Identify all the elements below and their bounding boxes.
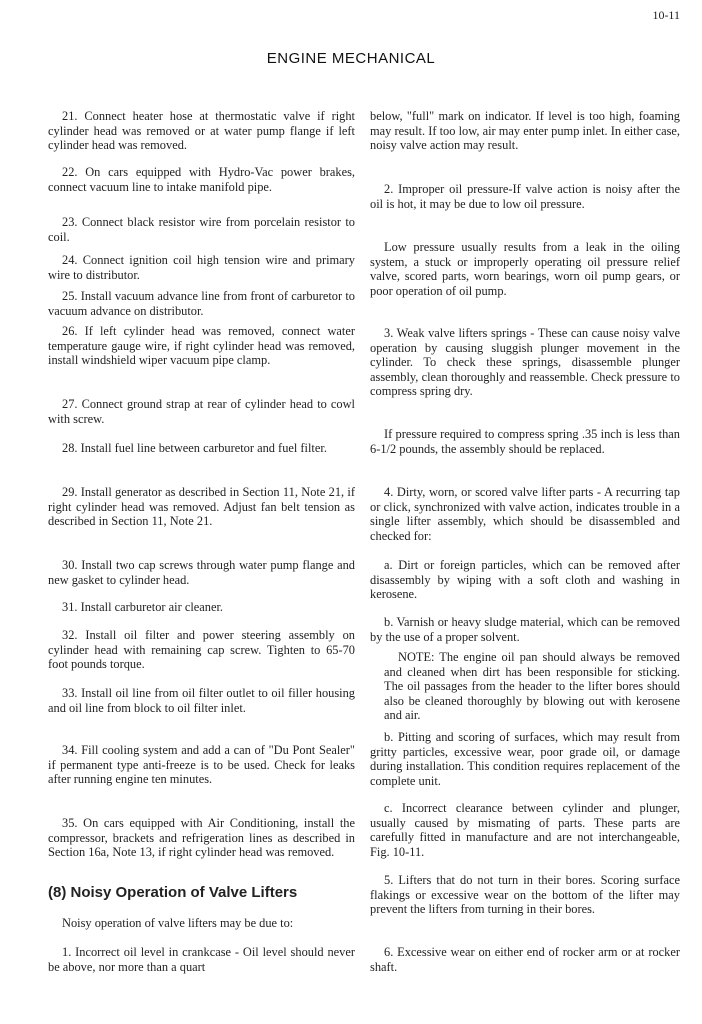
paragraph: b. Pitting and scoring of surfaces, which may result from gritty particles, excessive wear, poor grade oil, or damage during installation. This condition requires replacement of the complete unit. [370, 730, 680, 788]
paragraph: a. Dirt or foreign particles, which can be removed after disassembly by wiping with a soft cloth and washing in kerosene. [370, 558, 680, 602]
paragraph: 3. Weak valve lifters springs - These can cause noisy valve operation by causing sluggish plunger movement in the cylinder. To check these springs, disassemble plunger assembly, clean thoroughly and reassemble. Check pressure to compress spring dry. [370, 326, 680, 399]
paragraph: b. Varnish or heavy sludge material, which can be removed by the use of a proper solvent. [370, 615, 680, 644]
paragraph: 23. Connect black resistor wire from porcelain resistor to coil. [48, 215, 355, 244]
paragraph: 31. Install carburetor air cleaner. [62, 600, 223, 614]
paragraph: 34. Fill cooling system and add a can of "Du Pont Sealer" if permanent type anti-freeze is to be used. Check for leaks after running engine ten minutes. [48, 743, 355, 787]
paragraph: 33. Install oil line from oil filter outlet to oil filler housing and oil line from block to oil filter inlet. [48, 686, 355, 715]
paragraph: 5. Lifters that do not turn in their bores. Scoring surface flakings or excessive wear on the bottom of the lifter may prevent the lifters from turning in their bores. [370, 873, 680, 917]
paragraph: 28. Install fuel line between carburetor and fuel filter. [62, 441, 327, 455]
paragraph: 24. Connect ignition coil high tension wire and primary wire to distributor. [48, 253, 355, 282]
paragraph: 2. Improper oil pressure-If valve action is noisy after the oil is hot, it may be due to low oil pressure. [370, 182, 680, 211]
section-intro: Noisy operation of valve lifters may be due to: [62, 916, 294, 930]
paragraph: 26. If left cylinder head was removed, connect water temperature gauge wire, if right cylinder head was removed, install windshield wiper vacuum pipe clamp. [48, 324, 355, 368]
paragraph: 6. Excessive wear on either end of rocker arm or at rocker shaft. [370, 945, 680, 974]
paragraph: 27. Connect ground strap at rear of cylinder head to cowl with screw. [48, 397, 355, 426]
paragraph: below, "full" mark on indicator. If level is too high, foaming may result. If too low, air may enter pump inlet. In either case, noisy valve action may result. [370, 109, 680, 153]
page-number: 10-11 [652, 8, 680, 22]
paragraph: c. Incorrect clearance between cylinder and plunger, usually caused by mismating of parts. These parts are carefully fitted in manufacture and are not interchangeable, Fig. 10-11. [370, 801, 680, 859]
page-title: ENGINE MECHANICAL [266, 50, 436, 67]
note: NOTE: The engine oil pan should always be removed and cleaned when dirt has been responsible for sticking. The oil passages from the header to the lifter bores should also be cleaned thoroughly by blowing out with kerosene and air. [384, 650, 680, 723]
paragraph: 22. On cars equipped with Hydro-Vac power brakes, connect vacuum line to intake manifold pipe. [48, 165, 355, 194]
paragraph: If pressure required to compress spring .35 inch is less than 6-1/2 pounds, the assembly should be replaced. [370, 427, 680, 456]
paragraph: 30. Install two cap screws through water pump flange and new gasket to cylinder head. [48, 558, 355, 587]
paragraph: Low pressure usually results from a leak in the oiling system, a stuck or improperly operating oil pressure relief valve, scored parts, worn bearings, worn oil pump gears, or poor operation of oil pump. [370, 240, 680, 298]
paragraph: 4. Dirty, worn, or scored valve lifter parts - A recurring tap or click, synchronized with valve action, indicates trouble in a single lifter assembly, which should be disassembled and checked for: [370, 485, 680, 543]
paragraph: 25. Install vacuum advance line from front of carburetor to vacuum advance on distributor. [48, 289, 355, 318]
paragraph: 32. Install oil filter and power steering assembly on cylinder head with remaining cap screw. Tighten to 65-70 foot pounds torque. [48, 628, 355, 672]
paragraph: 29. Install generator as described in Section 11, Note 21, if right cylinder head was removed. Adjust fan belt tension as described in Section 11, Note 21. [48, 485, 355, 529]
paragraph: 21. Connect heater hose at thermostatic valve if right cylinder head was removed or at water pump flange if left cylinder head was removed. [48, 109, 355, 153]
section-heading: (8) Noisy Operation of Valve Lifters [48, 884, 298, 901]
paragraph: 1. Incorrect oil level in crankcase - Oil level should never be above, nor more than a quart [48, 945, 355, 974]
paragraph: 35. On cars equipped with Air Conditioning, install the compressor, brackets and refrigeration lines as described in Section 16a, Note 13, if right cylinder head was removed. [48, 816, 355, 860]
